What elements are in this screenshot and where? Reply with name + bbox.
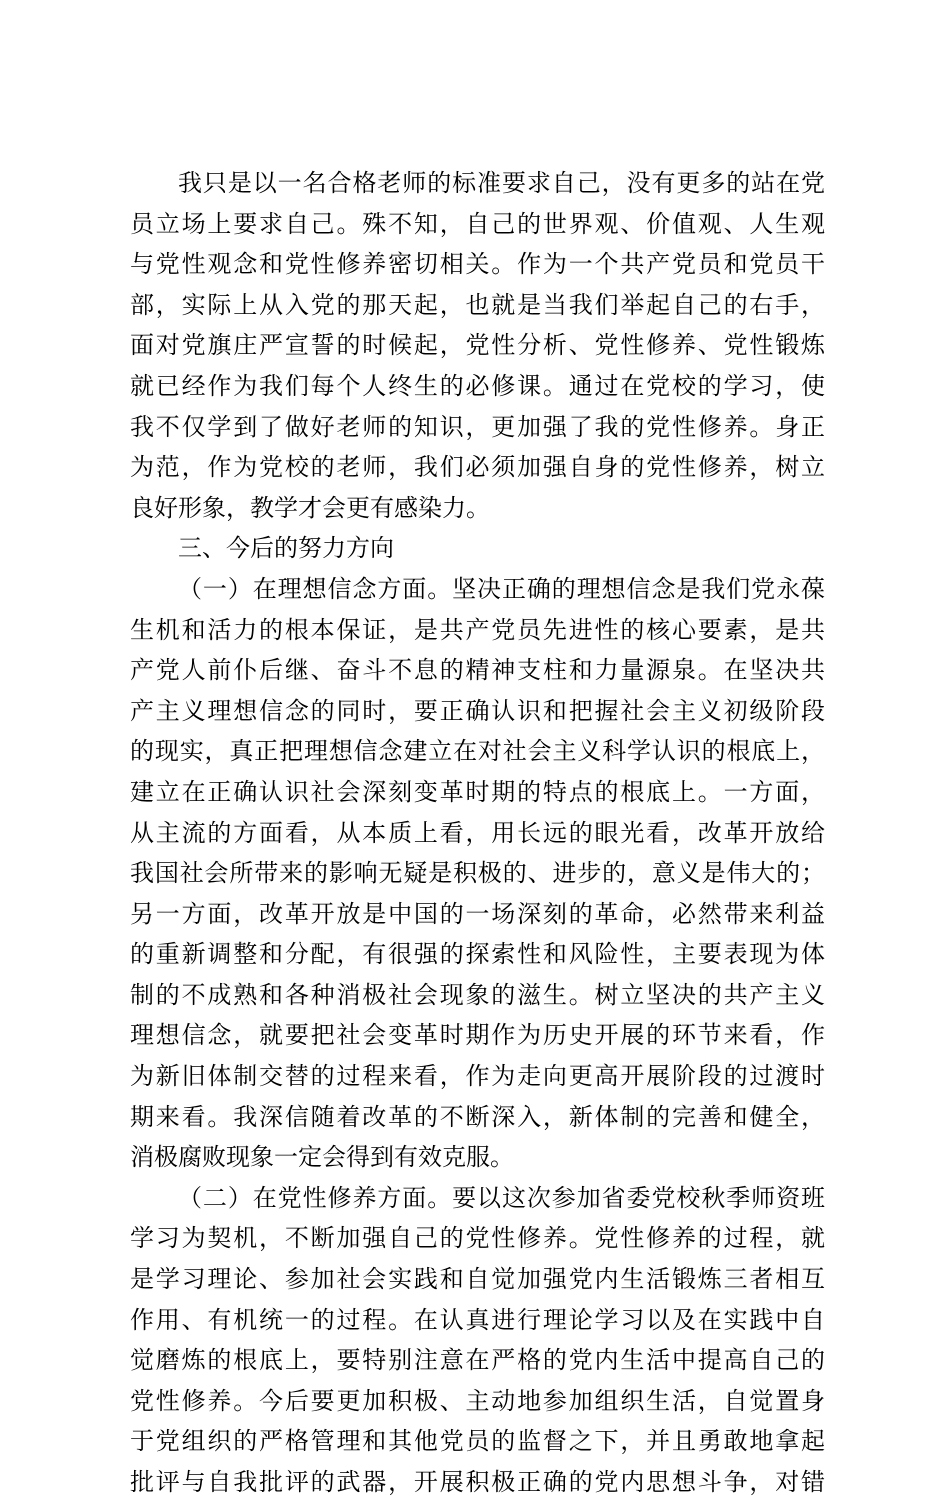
text-line: 于党组织的严格管理和其他党员的监督之下，并且勇敢地拿起	[130, 1427, 825, 1456]
text-line: 的重新调整和分配，有很强的探索性和风险性，主要表现为体	[130, 940, 825, 969]
text-line: 另一方面，改革开放是中国的一场深刻的革命，必然带来利益	[130, 899, 825, 928]
text-line: 产党人前仆后继、奋斗不息的精神支柱和力量源泉。在坚决共	[130, 656, 825, 685]
text-line: 期来看。我深信随着改革的不断深入，新体制的完善和健全，	[130, 1102, 825, 1131]
text-line: 消极腐败现象一定会得到有效克服。	[130, 1143, 514, 1172]
text-line: 为范，作为党校的老师，我们必须加强自身的党性修养，树立	[130, 453, 825, 482]
text-line: （一）在理想信念方面。坚决正确的理想信念是我们党永葆	[178, 574, 825, 603]
text-line: 批评与自我批评的武器，开展积极正确的党内思想斗争，对错	[130, 1468, 825, 1496]
text-line: 就已经作为我们每个人终生的必修课。通过在党校的学习，使	[130, 371, 825, 400]
text-line: 面对党旗庄严宣誓的时候起，党性分析、党性修养、党性锻炼	[130, 331, 825, 360]
text-line: （二）在党性修养方面。要以这次参加省委党校秋季师资班	[178, 1183, 825, 1212]
text-line: 建立在正确认识社会深刻变革时期的特点的根底上。一方面，	[130, 777, 825, 806]
text-line: 的现实，真正把理想信念建立在对社会主义科学认识的根底上，	[130, 737, 825, 766]
text-line: 党性修养。今后要更加积极、主动地参加组织生活，自觉置身	[130, 1386, 825, 1415]
text-line: 为新旧体制交替的过程来看，作为走向更高开展阶段的过渡时	[130, 1062, 825, 1091]
text-line: 作用、有机统一的过程。在认真进行理论学习以及在实践中自	[130, 1305, 825, 1334]
text-line: 制的不成熟和各种消极社会现象的滋生。树立坚决的共产主义	[130, 980, 825, 1009]
document-body	[130, 163, 825, 1503]
text-line: 生机和活力的根本保证，是共产党员先进性的核心要素，是共	[130, 615, 825, 644]
text-line: 部，实际上从入党的那天起，也就是当我们举起自己的右手，	[130, 290, 825, 319]
text-line: 我国社会所带来的影响无疑是积极的、进步的，意义是伟大的；	[130, 859, 825, 888]
text-line: 良好形象，教学才会更有感染力。	[130, 493, 490, 522]
text-line: 与党性观念和党性修养密切相关。作为一个共产党员和党员干	[130, 250, 825, 279]
text-line: 是学习理论、参加社会实践和自觉加强党内生活锻炼三者相互	[130, 1265, 825, 1294]
text-line: 三、今后的努力方向	[178, 534, 394, 563]
text-line: 产主义理想信念的同时，要正确认识和把握社会主义初级阶段	[130, 696, 825, 725]
text-line: 学习为契机，不断加强自己的党性修养。党性修养的过程，就	[130, 1224, 825, 1253]
text-line: 员立场上要求自己。殊不知，自己的世界观、价值观、人生观	[130, 209, 825, 238]
text-line: 从主流的方面看，从本质上看，用长远的眼光看，改革开放给	[130, 818, 825, 847]
text-line: 理想信念，就要把社会变革时期作为历史开展的环节来看，作	[130, 1021, 825, 1050]
text-line: 我只是以一名合格老师的标准要求自己，没有更多的站在党	[178, 169, 825, 197]
text-line: 觉磨炼的根底上，要特别注意在严格的党内生活中提高自己的	[130, 1346, 825, 1375]
text-line: 我不仅学到了做好老师的知识，更加强了我的党性修养。身正	[130, 412, 825, 441]
